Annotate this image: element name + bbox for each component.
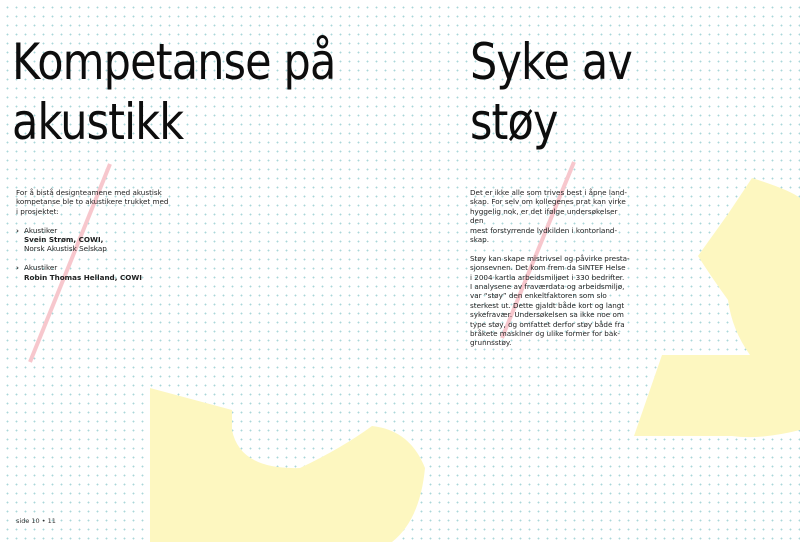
chevron-right-icon: › [16, 263, 19, 273]
role-title: Akustiker [24, 225, 58, 235]
right-body-column [470, 188, 630, 348]
yellow-quarter-shape [634, 178, 800, 437]
heading-line: akustikk [12, 93, 184, 151]
paragraph-line: var “støy” den enkeltfaktoren som slo [470, 291, 607, 301]
paragraph-line: hyggelig nok, er det ifølge undersøkelser den [470, 206, 618, 226]
role-item-svein-strom [16, 226, 196, 254]
role-name: Svein Strøm, COWI, [24, 235, 104, 245]
intro-line: kompetanse ble to akustikere trukket med [16, 197, 169, 207]
heading-line: Kompetanse på [12, 33, 336, 91]
role-title: Akustiker [24, 263, 58, 273]
chevron-right-icon: › [16, 225, 19, 235]
paragraph-line: mest forstyrrende lydkilden i kontorland- [470, 225, 618, 235]
intro-line: For å bistå designteamene med akustisk [16, 188, 162, 197]
paragraph-line: I analysene av fraværdata og arbeidsmiljø, [470, 282, 625, 292]
paragraph-line: Det er ikke alle som trives best i åpne land- [470, 188, 627, 197]
paragraph-line: sjonsevnen. Det kom frem da SINTEF Helse [470, 263, 626, 273]
yellow-arc-shape [150, 388, 425, 542]
heading-line: Syke av [470, 33, 633, 91]
paragraph-line: type støy, og omfattet derfor støy både fra [470, 319, 625, 329]
paragraph-line: sykefravær. Undersøkelsen sa ikke noe om [470, 310, 624, 320]
paragraph-line: skap. For selv om kollegenes prat kan virke [470, 197, 626, 207]
role-item-robin-helland [16, 263, 196, 282]
heading-syke-av-stoy [470, 32, 632, 152]
paragraph-line: grunnsstøy. [470, 338, 512, 348]
paragraph-open-landscape [470, 188, 630, 244]
paragraph-line: skap. [470, 235, 490, 245]
heading-line: støy [470, 93, 558, 151]
heading-kompetanse-pa-akustikk [12, 32, 335, 152]
intro-line: i prosjektet: [16, 206, 59, 216]
paragraph-sintef-study [470, 254, 630, 348]
paragraph-line: Støy kan skape mistrivsel og påvirke presta- [470, 253, 630, 263]
role-org: Norsk Akustisk Selskap [24, 244, 107, 254]
paragraph-line: bråkete maskiner og ulike former for bak- [470, 329, 621, 339]
paragraph-line: i 2004 kartla arbeidsmiljøet i 330 bedrifter. [470, 272, 625, 282]
page-folio: side 10 • 11 [16, 517, 56, 525]
role-name: Robin Thomas Helland, COWI [24, 272, 142, 282]
left-body-column [16, 188, 196, 282]
paragraph-line: sterkest ut. Dette gjaldt både kort og langt [470, 300, 625, 310]
